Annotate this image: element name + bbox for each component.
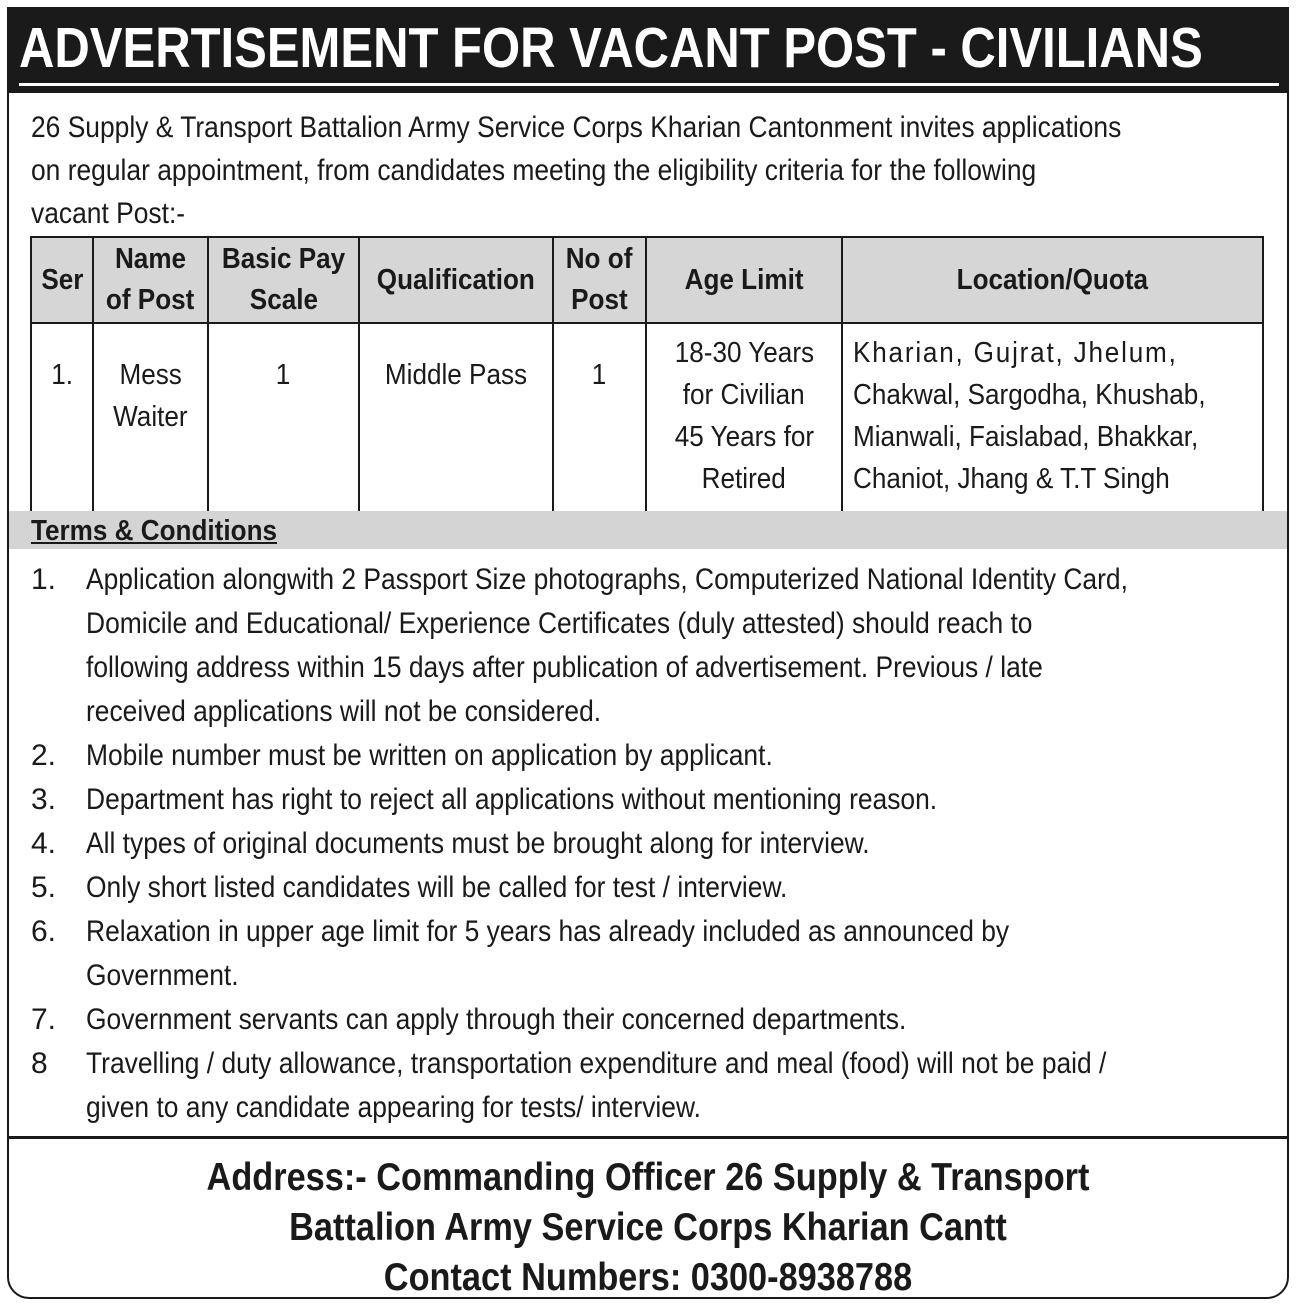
advertisement-frame [7,7,1289,1299]
terms-list [31,558,1271,1130]
cell-location-quota: Kharian, Gujrat, Jhelum, Chakwal, Sargodha, Khushab, Mianwali, Faislabad, Bhakkar, Chaniot, Jhang & T.T Singh [842,323,1263,537]
cell-qualification: Middle Pass [359,323,553,537]
address-line: Battalion Army Service Corps Kharian Cantt [289,1206,1007,1249]
list-item: 7. Government servants can apply through their concerned departments. [31,998,1271,1042]
table-header-row [31,237,1263,323]
page-title: ADVERTISEMENT FOR VACANT POST - CIVILIANS [19,16,1203,80]
contact-numbers: Contact Numbers: 0300-8938788 [383,1256,913,1299]
list-item: 3. Department has right to reject all applications without mentioning reason. [31,778,1271,822]
terms-heading: Terms & Conditions [31,515,278,547]
col-header-basic-pay-scale: Basic Pay Scale [208,237,359,323]
item-number: 1. [31,563,57,596]
intro-line: on regular appointment, from candidates meeting the eligibility criteria for the following [31,154,1037,187]
col-header-location-quota: Location/Quota [842,237,1263,323]
title-underline [19,83,1279,86]
table-row [31,323,1263,537]
intro-line: 26 Supply & Transport Battalion Army Service Corps Kharian Cantonment invites applications [31,111,1122,144]
item-number: 6. [31,915,57,948]
vacancy-table [30,236,1264,538]
list-item: 5. Only short listed candidates will be called for test / interview. [31,866,1271,910]
item-number: 5. [31,871,57,904]
intro-line: vacant Post:- [31,197,186,230]
col-header-qualification: Qualification [359,237,553,323]
col-header-age-limit: Age Limit [646,237,842,323]
address-divider [9,1136,1287,1139]
col-header-name-of-post: Name of Post [93,237,208,323]
list-item: 8 Travelling / duty allowance, transportation expenditure and meal (food) will not be paid / given to any candidate appearing for tests/ interview. [31,1042,1271,1130]
address-block [9,1153,1287,1299]
col-header-ser: Ser [31,237,93,323]
intro-paragraph [31,106,1269,235]
cell-ser: 1. [31,323,93,537]
item-number: 8 [31,1047,48,1080]
cell-age-limit: 18-30 Years for Civilian 45 Years for Retired [646,323,842,537]
list-item: 1. Application alongwith 2 Passport Size photographs, Computerized National Identity Card, Domicile and Educational/ Experience Certificates (duly attested) should reach to following address within 15 days after publication of advertisement. Previous / late received applications will not be considered. [31,558,1271,734]
cell-basic-pay-scale: 1 [208,323,359,537]
title-bar [9,9,1287,93]
address-line: Address:- Commanding Officer 26 Supply & Transport [206,1156,1090,1199]
list-item: 6. Relaxation in upper age limit for 5 years has already included as announced by Government. [31,910,1271,998]
item-number: 3. [31,783,57,816]
list-item: 2. Mobile number must be written on application by applicant. [31,734,1271,778]
cell-name-of-post: Mess Waiter [93,323,208,537]
item-number: 7. [31,1003,57,1036]
col-header-no-of-post: No of Post [553,237,646,323]
cell-no-of-post: 1 [553,323,646,537]
item-number: 2. [31,739,57,772]
list-item: 4. All types of original documents must be brought along for interview. [31,822,1271,866]
item-number: 4. [31,827,57,860]
